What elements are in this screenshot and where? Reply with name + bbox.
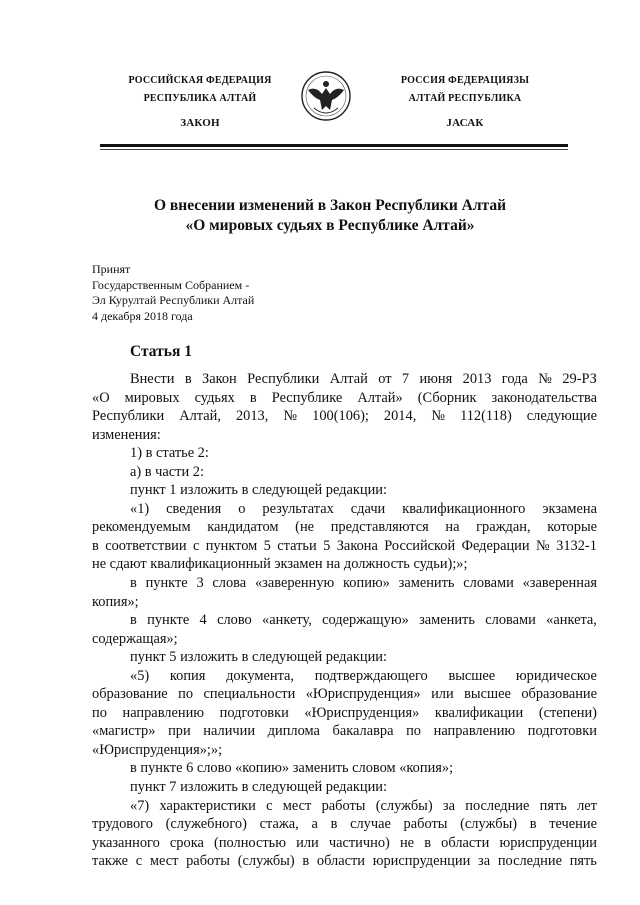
word: пункте [145,575,188,592]
word: «7) [130,797,150,814]
word: стажа, [259,816,299,833]
text-line [92,667,597,686]
word: направлению [122,704,205,721]
word: 5 [323,537,331,554]
adoption-date: 4 декабря 2018 года [92,308,193,323]
word: соответствии [105,537,187,554]
word: за [442,797,455,814]
word: течение [549,816,597,833]
word: 2013 [462,371,492,387]
header-left-republic: РЕСПУБЛИКА АЛТАЙ [143,93,257,104]
word: по [406,723,422,740]
text-line: а) в части 2: [130,463,204,480]
text-line: «Юриспруденция»;»; [92,741,223,758]
word: пункте [147,612,190,629]
word: квалификации [434,704,524,721]
word: последние [465,797,530,814]
word: в [529,816,537,833]
word: работы [321,797,366,814]
word: Республики [92,408,165,425]
word: юриспруденции [372,853,471,870]
word: «анкета, [546,612,597,629]
text-line [92,500,597,519]
word: указанного [92,834,160,851]
word: мест [149,853,179,870]
text-line: содержащая»; [92,630,178,647]
text-line [92,407,597,426]
word: статьи [277,537,317,554]
text-line [92,852,597,871]
word: № [535,537,550,554]
word: (полностью [214,834,286,851]
word: юриспруденции [499,834,597,851]
word: слово [217,612,252,629]
word: слова [212,575,247,592]
word: Закон [201,371,237,387]
word: результатах [262,500,334,517]
word: Российской [384,537,456,554]
word: частично) [328,834,390,851]
word: представляются [330,519,429,536]
word: заменить [398,575,455,592]
word: (служебного) [165,816,247,833]
word: № [538,371,552,387]
word: словами [485,612,536,629]
adoption-line-1: Принят [92,262,131,276]
word: случае [350,816,391,833]
word: специальности [203,686,296,703]
word: судьях [194,389,235,406]
word: рекомендуемым [92,519,191,536]
header-right-republic: АЛТАЙ РЕСПУБЛИКА [408,93,522,104]
text-line: пункт 7 изложить в следующей редакции: [130,779,387,796]
adoption-line-3: Эл Курултай Республики Алтай [92,293,255,307]
word: срока [169,834,204,851]
text-line [92,611,597,630]
adoption-block [92,262,254,324]
title-line-1: О внесении изменений в Закон Республики Алтай [153,197,507,214]
word: 4 [199,612,207,629]
word: по [92,704,107,721]
word: последние [497,853,562,870]
word: «анкету, [262,612,312,629]
word: «заверенная [522,575,597,592]
word: копию» [343,575,390,592]
article-heading: Статья 1 [130,343,192,360]
text-line: в пункте 6 слово «копию» заменить словом «копия»; [130,760,454,777]
word: подтверждающего [314,667,428,684]
word: работы [403,816,448,833]
text-line: не сдают квалификационный экзамен на должность судьи);»; [92,556,468,573]
word: (Сборник [417,389,477,406]
title-line-2: «О мировых судьях в Республике Алтай» [185,217,475,234]
word: 100(106); [312,408,369,425]
word: июня [419,371,453,387]
word: в [184,371,192,387]
text-line [92,574,597,593]
word: Внести [130,371,175,387]
word: квалификационного [402,500,526,517]
word: документа, [226,667,295,684]
word: или [431,686,454,703]
word: с [192,537,200,554]
text-line [92,834,597,853]
word: Закона [336,537,378,554]
word: в [424,834,432,851]
text-line [92,815,597,834]
word: «заверенную [254,575,335,592]
word: Алтай» [357,389,403,406]
text-line [92,389,597,408]
word: в [249,389,257,406]
header-left-law: ЗАКОН [180,117,220,129]
word: заменить [419,612,475,629]
word: «1) [130,500,150,517]
word: области [316,853,365,870]
word: № [283,408,298,425]
word: пять [539,797,567,814]
word: «О [92,389,110,406]
text-line [92,722,597,741]
word: бакалавра [332,723,394,740]
word: мировых [124,389,180,406]
word: 2014, [383,408,417,425]
word: копия [169,667,206,684]
word: законодательства [491,389,597,406]
word: характеристики [159,797,256,814]
word: в [330,816,338,833]
word: 3 [196,575,204,592]
text-line: пункт 5 изложить в следующей редакции: [130,649,387,666]
header-right-country: РОССИЯ ФЕДЕРАЦИЯЗЫ [400,75,530,86]
word: или [296,834,319,851]
word: экзамена [542,500,597,517]
word: «5) [130,667,150,684]
word: следующие [526,408,597,425]
word: сдачи [350,500,386,517]
word: работы [186,853,230,870]
adoption-line-2: Государственным Собранием - [92,277,250,292]
word: трудового [92,816,153,833]
word: диплома [267,723,320,740]
word: (не [295,519,315,536]
coat-of-arms-emblem [300,68,352,124]
word: Алтай [329,371,368,387]
text-line: изменения: [92,426,161,443]
text-line [92,704,597,723]
word: кандидатом [207,519,279,536]
word: подготовки [527,723,597,740]
word: (службы) [375,797,433,814]
header-left-country: РОССИЙСКАЯ ФЕДЕРАЦИЯ [128,75,272,86]
text-line: копия»; [92,593,139,610]
word: «Юриспруденция» [304,704,420,721]
text-line [92,518,597,537]
word: Алтай, [179,408,221,425]
word: года [501,371,528,387]
word: в [130,575,137,592]
word: при [168,723,191,740]
word: 7 [401,371,410,387]
word: в [130,612,137,629]
word: а [311,816,318,833]
header-right-law: ЈАСАК [446,117,484,129]
word: юридическое [515,667,597,684]
word: мест [282,797,312,814]
word: 29-РЗ [562,371,597,387]
word: 112(118) [460,408,512,425]
word: в [92,537,99,554]
word: за [478,853,491,870]
word: направлению [433,723,516,740]
text-line [92,537,597,556]
word: Республике [271,389,343,406]
word: на [445,519,460,536]
word: 5 [263,537,271,554]
text-line [92,685,597,704]
word: (службы) [237,853,295,870]
word: словами [463,575,514,592]
word: с [135,853,143,870]
word: по [178,686,194,703]
word: «Юриспруденция» [305,686,421,703]
word: (службы) [460,816,518,833]
document-title [80,196,580,236]
word: пять [569,853,597,870]
word: 3132-1 [556,537,597,554]
word: лет [577,797,597,814]
word: Федерации [461,537,530,554]
word: подготовки [219,704,289,721]
word: высшее [448,667,496,684]
header-rule-thick [100,144,568,147]
word: Республики [247,371,320,387]
word: высшее [464,686,511,703]
word: с [266,797,273,814]
word: пунктом [205,537,258,554]
word: от [378,371,392,387]
word: не [399,834,415,851]
text-line [92,370,597,389]
word: также [92,853,128,870]
word: области [441,834,490,851]
article-body [92,370,597,871]
word: в [302,853,310,870]
word: «магистр» [92,723,156,740]
word: образование [92,686,168,703]
word: № [431,408,446,425]
word: граждан, [476,519,531,536]
word: сведения [166,500,222,517]
text-line [92,797,597,816]
word: (степени) [538,704,597,721]
text-line: пункт 1 изложить в следующей редакции: [130,482,387,499]
word: о [238,500,246,517]
header-rule-thin [100,149,568,150]
word: содержащую» [322,612,409,629]
word: которые [547,519,597,536]
word: наличии [203,723,256,740]
text-line: 1) в статье 2: [130,445,209,462]
word: 2013, [235,408,269,425]
word: образование [521,686,597,703]
